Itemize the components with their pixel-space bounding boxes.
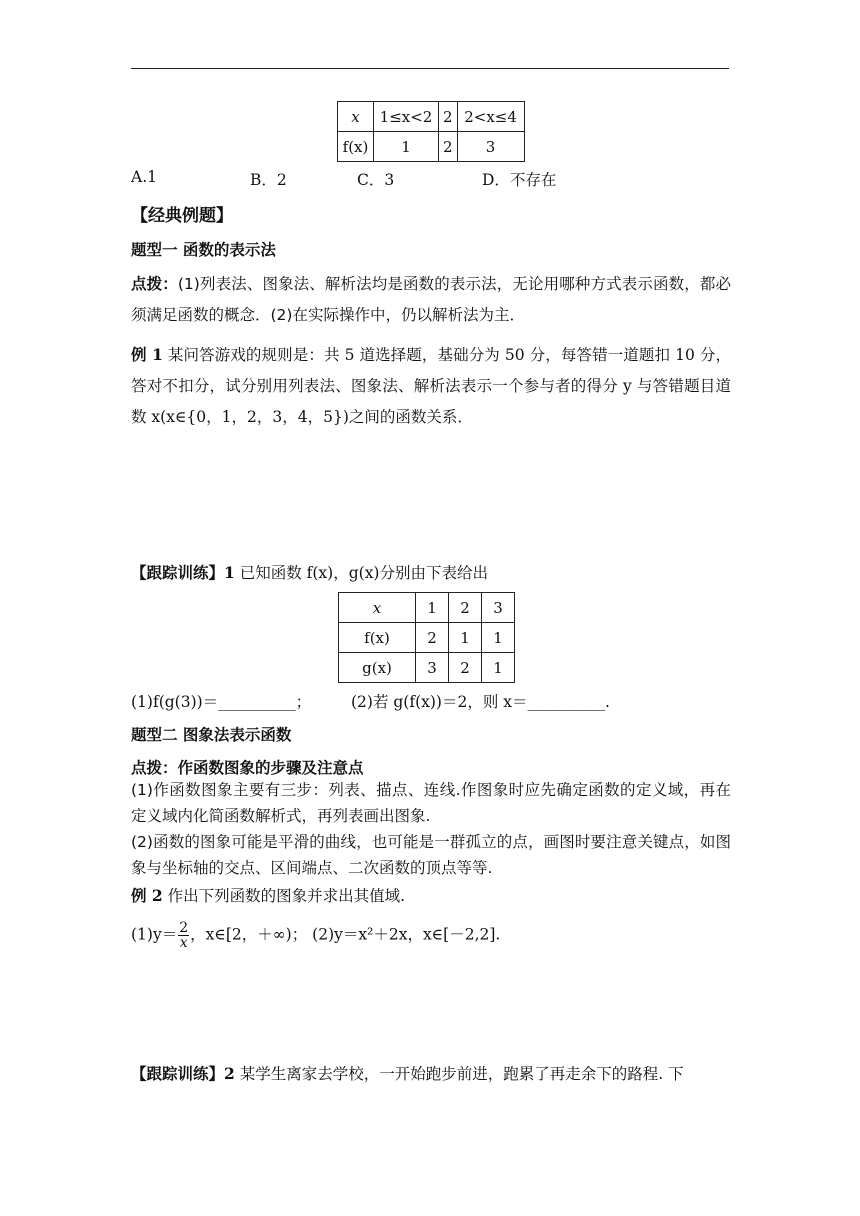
type2-tip-title: 点拨：作函数图象的步骤及注意点 bbox=[131, 759, 364, 777]
table-cell: 3 bbox=[457, 132, 524, 162]
table-cell: x bbox=[338, 102, 374, 132]
table-cell: 1 bbox=[449, 623, 482, 653]
practice1-line bbox=[131, 561, 488, 583]
formula-part1-prefix: (1)y＝ bbox=[131, 925, 178, 944]
practice2-line bbox=[131, 1062, 684, 1084]
fraction bbox=[178, 921, 189, 950]
table-row bbox=[339, 623, 515, 653]
type1-title: 题型一 函数的表示法 bbox=[131, 240, 276, 259]
type2-tip1: (1)作函数图象主要有三步：列表、描点、连线.作图象时应先确定函数的定义域，再在定义域内化简函数解析式，再列表画出图象. bbox=[131, 781, 731, 825]
choice-c: C．3 bbox=[357, 171, 395, 189]
practice-label: 【跟踪训练】1 bbox=[131, 563, 235, 582]
tip-text: (1)列表法、图象法、解析法均是函数的表示法，无论用哪种方式表示函数，都必须满足函数的概念．(2)在实际操作中，仍以解析法为主． bbox=[131, 275, 731, 324]
section-title: 【经典例题】 bbox=[131, 206, 233, 226]
table-cell: 1 bbox=[482, 653, 515, 683]
table-cell: f(x) bbox=[338, 132, 374, 162]
table-cell: x bbox=[339, 593, 416, 623]
table-piecewise bbox=[337, 101, 525, 162]
table-cell: 2 bbox=[449, 593, 482, 623]
table-cell: 1≤x<2 bbox=[374, 102, 439, 132]
table-row bbox=[339, 653, 515, 683]
table-cell: 2 bbox=[416, 623, 449, 653]
table-fg bbox=[338, 592, 515, 683]
type1-tip bbox=[131, 268, 731, 331]
table-cell: 1 bbox=[482, 623, 515, 653]
practice-text: 已知函数 f(x)，g(x)分别由下表给出 bbox=[234, 564, 488, 582]
formula-part1-suffix: ，x∈[2，＋∞)； bbox=[190, 925, 308, 944]
example-text: 某问答游戏的规则是：共 5 道选择题，基础分为 50 分，每答错一道题扣 10 分，答对不扣分，试分别用列表法、图象法、解析法表示一个参与者的得分 y 与答错题目道数 x(x∈{0，1，2，3，4，5})之间的函数关系． bbox=[131, 346, 731, 426]
type2-tip2: (2)函数的图象可能是平滑的曲线，也可能是一群孤立的点，画图时要注意关键点，如图象与坐标轴的交点、区间端点、二次函数的顶点等等. bbox=[131, 833, 731, 877]
table-cell: 3 bbox=[416, 653, 449, 683]
tip-label: 点拨： bbox=[131, 274, 178, 293]
table-row bbox=[338, 132, 525, 162]
table-cell: 2<x≤4 bbox=[457, 102, 524, 132]
formula-part2: (2)y＝x²＋2x，x∈[－2,2]. bbox=[312, 925, 501, 944]
table-cell: 1 bbox=[374, 132, 439, 162]
table-cell: 2 bbox=[449, 653, 482, 683]
choice-a: A.1 bbox=[131, 168, 157, 186]
example-text: 作出下列函数的图象并求出其值域. bbox=[162, 887, 406, 905]
table-cell: 1 bbox=[416, 593, 449, 623]
choice-b: B．2 bbox=[250, 171, 287, 189]
practice-label: 【跟踪训练】2 bbox=[131, 1064, 235, 1083]
table-cell: g(x) bbox=[339, 653, 416, 683]
practice-text: 某学生离家去学校，一开始跑步前进，跑累了再走余下的路程. 下 bbox=[234, 1065, 684, 1083]
table-cell: 2 bbox=[439, 102, 458, 132]
table-row bbox=[339, 593, 515, 623]
example-label: 例 1 bbox=[131, 345, 163, 364]
fraction-numerator: 2 bbox=[179, 920, 189, 936]
practice1-q1: (1)f(g(3))＝__________； bbox=[131, 693, 312, 711]
type2-title: 题型二 图象法表示函数 bbox=[131, 725, 292, 744]
example-label: 例 2 bbox=[131, 886, 163, 905]
example2 bbox=[131, 884, 405, 906]
fraction-denominator: x bbox=[179, 935, 188, 951]
table-cell: 3 bbox=[482, 593, 515, 623]
choice-d: D．不存在 bbox=[482, 171, 557, 189]
table-cell: 2 bbox=[439, 132, 458, 162]
table-cell: f(x) bbox=[339, 623, 416, 653]
example2-formula bbox=[131, 921, 500, 950]
table-row bbox=[338, 102, 525, 132]
practice1-q2: (2)若 g(f(x))＝2，则 x＝__________. bbox=[351, 693, 610, 711]
header-rule bbox=[131, 68, 729, 69]
example1 bbox=[131, 339, 731, 433]
